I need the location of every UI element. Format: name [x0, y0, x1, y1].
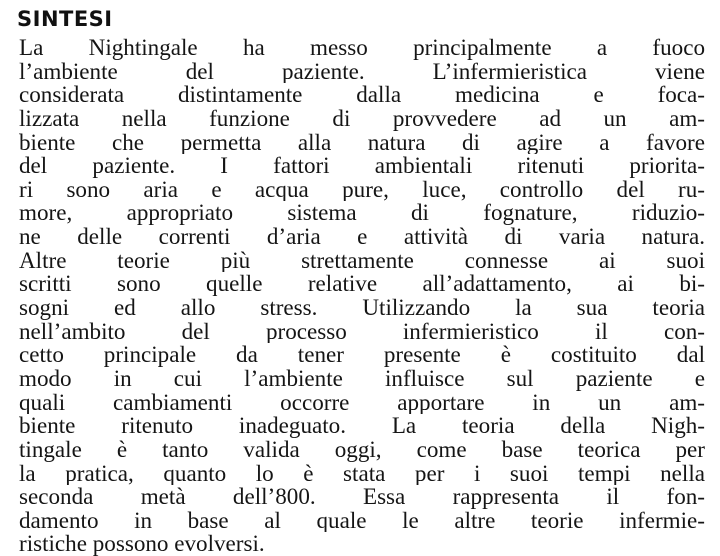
text-line: more, appropriato sistema di fognature, riduzio- — [19, 201, 705, 226]
text-line: la pratica, quanto lo è stata per i suoi tempi nella — [19, 461, 705, 486]
text-line: sogni ed allo stress. Utilizzando la sua teoria — [19, 296, 705, 320]
text-line: biente ritenuto inadeguato. La teoria della Nigh- — [19, 414, 705, 438]
text-line: quali cambiamenti occorre apportare in un am- — [19, 390, 705, 415]
text-line: ri sono aria e acqua pure, luce, controllo del ru- — [19, 177, 705, 202]
text-line: del paziente. I fattori ambientali ritenuti priorita- — [19, 154, 705, 178]
text-line: modo in cui l’ambiente influisce sul paziente e — [19, 366, 705, 391]
text-line: biente che permetta alla natura di agire a favore — [19, 130, 705, 155]
text-line: La Nightingale ha messo principalmente a fuoco — [19, 36, 705, 60]
section-heading: SINTESI — [17, 7, 113, 31]
text-line: Altre teorie più strettamente connesse ai suoi — [19, 248, 705, 273]
text-line: cetto principale da tener presente è costituito dal — [19, 343, 705, 367]
text-line: tingale è tanto valida oggi, come base teorica per — [19, 437, 705, 462]
text-line: scritti sono quelle relative all’adattamento, ai bi- — [19, 272, 705, 297]
text-line: damento in base al quale le altre teorie infermie- — [19, 508, 705, 533]
text-line: considerata distintamente dalla medicina e foca- — [19, 83, 705, 107]
text-line: nell’ambito del processo infermieristico il con- — [19, 319, 705, 344]
text-line: ne delle correnti d’aria e attività di varia natura. — [19, 225, 705, 249]
text-line: seconda metà dell’800. Essa rappresenta il fon- — [19, 485, 705, 509]
text-line: ristiche possono evolversi. — [19, 532, 265, 556]
summary-paragraph — [19, 36, 705, 556]
text-line: l’ambiente del paziente. L’infermieristica viene — [19, 59, 705, 84]
text-line: lizzata nella funzione di provvedere ad un am- — [19, 106, 705, 131]
